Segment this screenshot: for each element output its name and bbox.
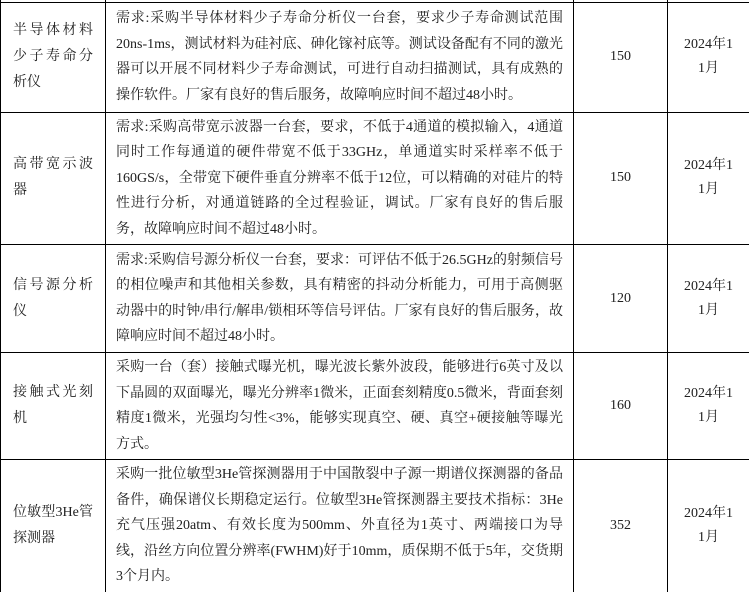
table-row [1, 2, 749, 112]
date-cell [668, 460, 749, 592]
date-cell [668, 2, 749, 112]
table-row [1, 460, 749, 592]
date-text: 2024年11月 [684, 386, 733, 425]
item-name-cell: 位敏型3He管探测器 [1, 460, 106, 592]
date-text: 2024年11月 [684, 278, 733, 318]
item-name-cell: 信号源分析仪 [1, 245, 106, 353]
date-text: 2024年11月 [684, 37, 733, 76]
item-name-cell: 半导体材料少子寿命分析仪 [1, 2, 106, 112]
date-cell [668, 353, 749, 460]
requirement-cell: 需求:采购高带宽示波器一台套，要求，不低于4通道的模拟输入，4通道同时工作每通道的硬件带宽不低于33GHz，单通道实时采样率不低于160GS/s，全带宽下硬件垂直分辨率不低于12位，可以精确的对硅片的特性进行分析，对通道链路的全过程验证，调试。厂家有良好的售后服务，故障响应时间不超过48小时。 [106, 112, 574, 245]
amount-cell: 160 [574, 353, 668, 460]
date-text: 2024年11月 [684, 505, 733, 545]
amount-cell: 352 [574, 460, 668, 592]
amount-cell: 150 [574, 2, 668, 112]
table-row [1, 112, 749, 245]
requirement-cell: 采购一批位敏型3He管探测器用于中国散裂中子源一期谱仪探测器的备品备件，确保谱仪长期稳定运行。位敏型3He管探测器主要技术指标：3He充气压强20atm、有效长度为500mm、外直径为1英寸、两端接口为导线，沿丝方向位置分辨率(FWHM)好于10mm，质保期不低于5年，交货期3个月内。 [106, 460, 574, 592]
date-cell [668, 245, 749, 353]
requirement-cell: 需求:采购半导体材料少子寿命分析仪一台套，要求少子寿命测试范围20ns-1ms，测试材料为硅衬底、砷化镓衬底等。测试设备配有不同的激光器可以开展不同材料少子寿命测试，可进行自动扫描测试，具有成熟的操作软件。厂家有良好的售后服务，故障响应时间不超过48小时。 [106, 2, 574, 112]
item-name-cell: 高带宽示波器 [1, 112, 106, 245]
amount-cell: 150 [574, 112, 668, 245]
table-row [1, 245, 749, 353]
amount-cell: 120 [574, 245, 668, 353]
requirement-cell: 采购一台（套）接触式曝光机，曝光波长紫外波段，能够进行6英寸及以下晶圆的双面曝光，曝光分辨率1微米，正面套刻精度0.5微米，背面套刻精度1微米，光强均匀性<3%，能够实现真空、硬、真空+硬接触等曝光方式。 [106, 353, 574, 460]
table-row [1, 353, 749, 460]
date-cell [668, 112, 749, 245]
requirement-cell: 需求:采购信号源分析仪一台套，要求：可评估不低于26.5GHz的射频信号的相位噪声和其他相关参数，具有精密的抖动分析能力，可用于高侧驱动器中的时钟/串行/解串/锁相环等信号评估。厂家有良好的售后服务，故障响应时间不超过48小时。 [106, 245, 574, 353]
item-name-cell: 接触式光刻机 [1, 353, 106, 460]
date-text: 2024年11月 [684, 158, 733, 198]
